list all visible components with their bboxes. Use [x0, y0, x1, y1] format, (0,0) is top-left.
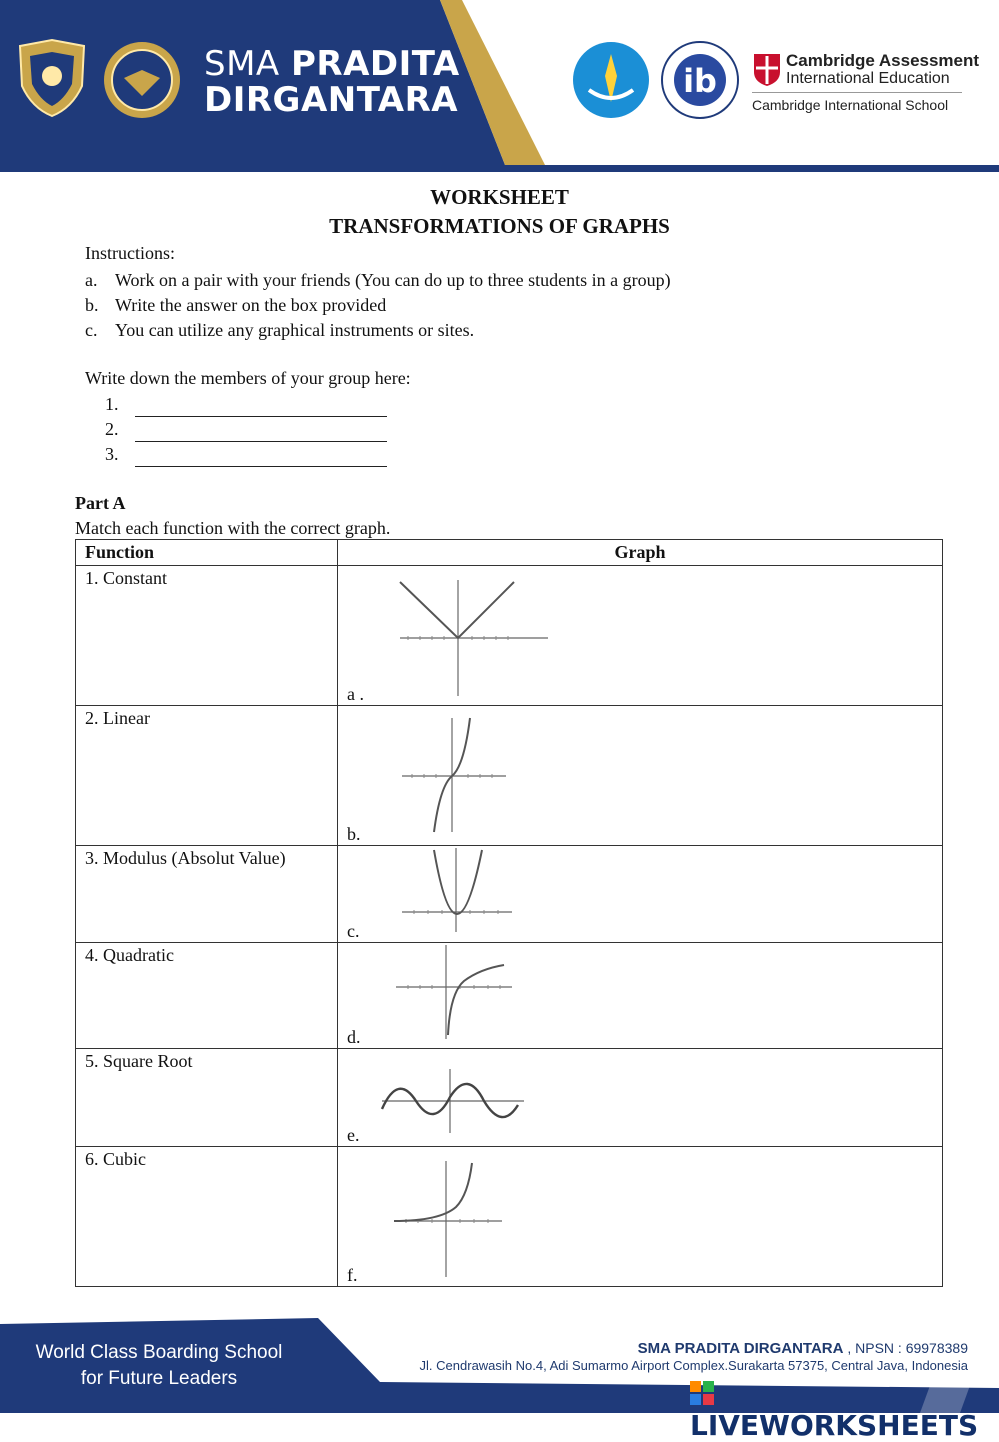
- graph-cell[interactable]: [338, 566, 943, 706]
- school-name-dirgantara: DIRGANTARA: [204, 80, 459, 120]
- graph-c-image: [394, 846, 554, 941]
- member-row: [105, 392, 387, 417]
- members-prompt: Write down the members of your group here:: [85, 368, 411, 388]
- instruction-text: Work on a pair with your friends (You can do up to three students in a group): [115, 270, 671, 290]
- instruction-text: Write the answer on the box provided: [115, 295, 387, 315]
- function-cell: 6. Cubic: [76, 1147, 338, 1287]
- instruction-text: You can utilize any graphical instruments or sites.: [115, 320, 475, 340]
- table-row: [76, 1147, 943, 1287]
- cambridge-line1: Cambridge Assessment: [786, 51, 980, 70]
- member-row: [105, 442, 387, 467]
- graph-f-image: [390, 1147, 550, 1285]
- graph-d-image: [394, 943, 554, 1047]
- graph-label: c.: [347, 921, 360, 941]
- graph-cell[interactable]: [338, 706, 943, 846]
- function-header: Function: [76, 540, 338, 566]
- instructions-list: [85, 268, 671, 343]
- matching-table: [75, 539, 943, 1287]
- graph-b-image: [394, 706, 554, 844]
- function-cell: 2. Linear: [76, 706, 338, 846]
- yayasan-crest-logo: [12, 36, 92, 120]
- graph-label: d.: [347, 1027, 361, 1047]
- graph-label: a .: [347, 684, 364, 704]
- school-emblem-logo: [102, 40, 182, 120]
- table-row: [76, 846, 943, 943]
- member-name-blank[interactable]: [135, 423, 387, 442]
- function-cell: 5. Square Root: [76, 1049, 338, 1147]
- liveworksheets-watermark: [690, 1376, 999, 1442]
- footer-address: Jl. Cendrawasih No.4, Adi Sumarmo Airport Complex.Surakarta 57375, Central Java, Indonesia: [419, 1358, 968, 1373]
- footer-school: [638, 1340, 968, 1357]
- cambridge-divider: [752, 92, 962, 93]
- graph-a-image: [394, 566, 554, 704]
- part-label: Part A: [75, 493, 126, 513]
- table-row: [76, 943, 943, 1049]
- table-row: [76, 1049, 943, 1147]
- footer-school-name: SMA PRADITA DIRGANTARA: [637, 1340, 844, 1357]
- school-name: [204, 46, 460, 118]
- cambridge-shield-logo: [752, 52, 782, 88]
- graph-label: e.: [347, 1125, 360, 1145]
- instruction-marker: c.: [85, 320, 98, 340]
- graph-e-image: [378, 1049, 538, 1145]
- instructions-heading: Instructions:: [85, 243, 175, 263]
- school-name-sma: SMA: [204, 44, 291, 84]
- worksheet-title: WORKSHEET: [430, 185, 569, 209]
- table-row: [76, 706, 943, 846]
- footer-tagline: [0, 1340, 318, 1392]
- footer-npsn: , NPSN : 69978389: [843, 1340, 968, 1356]
- cambridge-subtitle: Cambridge International School: [752, 97, 949, 113]
- liveworksheets-badge-icon: [690, 1381, 714, 1405]
- tagline-line2: for Future Leaders: [80, 1368, 238, 1389]
- table-row: [76, 566, 943, 706]
- member-number: 2.: [105, 419, 119, 439]
- member-number: 1.: [105, 394, 119, 414]
- worksheet-subtitle: TRANSFORMATIONS OF GRAPHS: [329, 214, 670, 238]
- member-name-blank[interactable]: [135, 448, 387, 467]
- member-row: [105, 417, 387, 442]
- instruction-marker: b.: [85, 295, 99, 315]
- school-name-pradita: PRADITA: [290, 44, 460, 84]
- instruction-item: [85, 268, 671, 293]
- page-header: [0, 0, 999, 172]
- instruction-item: [85, 318, 671, 343]
- graph-label: b.: [347, 824, 361, 844]
- member-number: 3.: [105, 444, 119, 464]
- graph-cell[interactable]: [338, 943, 943, 1049]
- graph-cell[interactable]: [338, 1049, 943, 1147]
- graph-label: f.: [347, 1265, 358, 1285]
- members-list: [105, 392, 387, 467]
- member-name-blank[interactable]: [135, 398, 387, 417]
- function-cell: 4. Quadratic: [76, 943, 338, 1049]
- part-instruction: Match each function with the correct graph.: [75, 518, 391, 538]
- watermark-text: LIVEWORKSHEETS: [690, 1409, 979, 1442]
- graph-header: Graph: [338, 540, 943, 566]
- cambridge-line2: International Education: [786, 70, 950, 87]
- instruction-marker: a.: [85, 270, 98, 290]
- svg-text:ib: ib: [683, 62, 717, 100]
- graph-cell[interactable]: [338, 846, 943, 943]
- table-header-row: [76, 540, 943, 566]
- ib-logo: [660, 40, 740, 120]
- function-cell: 1. Constant: [76, 566, 338, 706]
- cambridge-name: [786, 52, 979, 88]
- instruction-item: [85, 293, 671, 318]
- tut-wuri-handayani-logo: [571, 40, 651, 120]
- tagline-line1: World Class Boarding School: [35, 1342, 283, 1363]
- function-cell: 3. Modulus (Absolut Value): [76, 846, 338, 943]
- graph-cell[interactable]: [338, 1147, 943, 1287]
